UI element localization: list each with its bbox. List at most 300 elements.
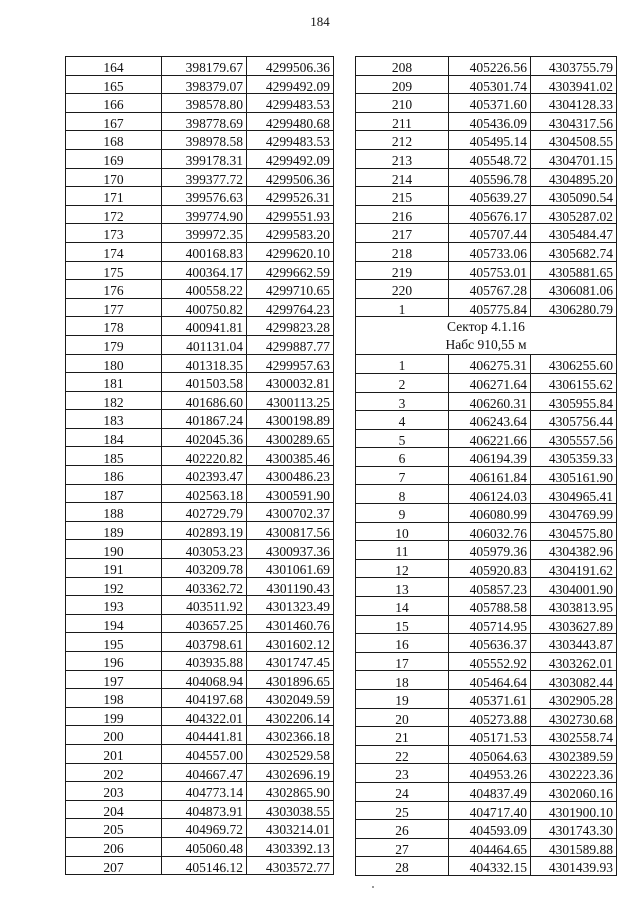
point-number-cell: 174	[66, 242, 162, 261]
y-coordinate-cell: 4302060.16	[531, 782, 617, 801]
y-coordinate-cell: 4305682.74	[531, 242, 617, 261]
y-coordinate-cell: 4302558.74	[531, 727, 617, 746]
x-coordinate-cell: 406221.66	[449, 429, 531, 448]
point-number-cell: 183	[66, 410, 162, 429]
point-number-cell: 167	[66, 112, 162, 131]
x-coordinate-cell: 405857.23	[449, 578, 531, 597]
y-coordinate-cell: 4300486.23	[247, 466, 334, 485]
x-coordinate-cell: 402045.36	[162, 428, 247, 447]
x-coordinate-cell: 401131.04	[162, 335, 247, 354]
y-coordinate-cell: 4303572.77	[247, 856, 334, 875]
x-coordinate-cell: 401686.60	[162, 391, 247, 410]
point-number-cell: 177	[66, 298, 162, 317]
table-row	[356, 187, 617, 206]
scan-speck	[372, 886, 374, 888]
y-coordinate-cell: 4303038.55	[247, 800, 334, 819]
y-coordinate-cell: 4306155.62	[531, 373, 617, 392]
table-row	[356, 392, 617, 411]
y-coordinate-cell: 4299710.65	[247, 280, 334, 299]
y-coordinate-cell: 4302730.68	[531, 708, 617, 727]
x-coordinate-cell: 405064.63	[449, 745, 531, 764]
point-number-cell: 12	[356, 559, 449, 578]
y-coordinate-cell: 4301061.69	[247, 559, 334, 578]
y-coordinate-cell: 4299551.93	[247, 205, 334, 224]
table-row	[66, 428, 334, 447]
sector-header	[356, 317, 617, 355]
table-row	[356, 504, 617, 523]
point-number-cell: 10	[356, 522, 449, 541]
x-coordinate-cell: 399178.31	[162, 149, 247, 168]
point-number-cell: 181	[66, 373, 162, 392]
x-coordinate-cell: 399774.90	[162, 205, 247, 224]
table-row	[356, 857, 617, 876]
y-coordinate-cell: 4306081.06	[531, 280, 617, 299]
point-number-cell: 168	[66, 131, 162, 150]
y-coordinate-cell: 4302389.59	[531, 745, 617, 764]
table-row	[356, 485, 617, 504]
table-row	[66, 373, 334, 392]
y-coordinate-cell: 4299506.36	[247, 57, 334, 76]
point-number-cell: 18	[356, 671, 449, 690]
table-row	[66, 633, 334, 652]
table-row	[356, 559, 617, 578]
y-coordinate-cell: 4305161.90	[531, 466, 617, 485]
table-row	[356, 838, 617, 857]
table-row	[356, 522, 617, 541]
x-coordinate-cell: 404464.65	[449, 838, 531, 857]
coordinates-table-right	[355, 56, 617, 876]
table-row	[66, 614, 334, 633]
x-coordinate-cell: 406124.03	[449, 485, 531, 504]
point-number-cell: 176	[66, 280, 162, 299]
table-row	[356, 131, 617, 150]
table-row	[356, 355, 617, 374]
y-coordinate-cell: 4301460.76	[247, 614, 334, 633]
y-coordinate-cell: 4305090.54	[531, 187, 617, 206]
point-number-cell: 208	[356, 57, 449, 76]
page-number: 184	[310, 14, 330, 29]
table-row	[356, 411, 617, 430]
table-row	[66, 819, 334, 838]
x-coordinate-cell: 402220.82	[162, 447, 247, 466]
table-row	[356, 615, 617, 634]
point-number-cell: 207	[66, 856, 162, 875]
point-number-cell: 166	[66, 94, 162, 113]
x-coordinate-cell: 405767.28	[449, 280, 531, 299]
table-row	[356, 112, 617, 131]
point-number-cell: 1	[356, 298, 449, 317]
y-coordinate-cell: 4302696.19	[247, 763, 334, 782]
table-row	[356, 801, 617, 820]
x-coordinate-cell: 406271.64	[449, 373, 531, 392]
x-coordinate-cell: 403362.72	[162, 577, 247, 596]
point-number-cell: 187	[66, 484, 162, 503]
x-coordinate-cell: 398978.58	[162, 131, 247, 150]
table-row	[356, 448, 617, 467]
y-coordinate-cell: 4301439.93	[531, 857, 617, 876]
point-number-cell: 16	[356, 634, 449, 653]
point-number-cell: 219	[356, 261, 449, 280]
x-coordinate-cell: 404953.26	[449, 764, 531, 783]
y-coordinate-cell: 4299583.20	[247, 224, 334, 243]
coordinates-table-left	[65, 56, 334, 875]
coordinates-table-right-top-body	[356, 57, 617, 317]
x-coordinate-cell: 404197.68	[162, 689, 247, 708]
x-coordinate-cell: 404969.72	[162, 819, 247, 838]
table-row	[66, 484, 334, 503]
table-row	[66, 354, 334, 373]
y-coordinate-cell: 4300702.37	[247, 503, 334, 522]
point-number-cell: 170	[66, 168, 162, 187]
y-coordinate-cell: 4303813.95	[531, 597, 617, 616]
point-number-cell: 216	[356, 205, 449, 224]
y-coordinate-cell: 4304895.20	[531, 168, 617, 187]
table-row	[356, 745, 617, 764]
y-coordinate-cell: 4304382.96	[531, 541, 617, 560]
y-coordinate-cell: 4306255.60	[531, 355, 617, 374]
table-row	[356, 782, 617, 801]
table-row	[356, 652, 617, 671]
y-coordinate-cell: 4299480.68	[247, 112, 334, 131]
y-coordinate-cell: 4303755.79	[531, 57, 617, 76]
y-coordinate-cell: 4300817.56	[247, 521, 334, 540]
table-row	[356, 597, 617, 616]
point-number-cell: 205	[66, 819, 162, 838]
point-number-cell: 180	[66, 354, 162, 373]
y-coordinate-cell: 4305484.47	[531, 224, 617, 243]
y-coordinate-cell: 4299506.36	[247, 168, 334, 187]
y-coordinate-cell: 4301190.43	[247, 577, 334, 596]
table-row	[66, 521, 334, 540]
x-coordinate-cell: 405714.95	[449, 615, 531, 634]
sector-subtitle: Набс 910,55 м	[445, 337, 527, 353]
point-number-cell: 190	[66, 540, 162, 559]
y-coordinate-cell: 4299492.09	[247, 75, 334, 94]
x-coordinate-cell: 405636.37	[449, 634, 531, 653]
table-row	[66, 149, 334, 168]
point-number-cell: 19	[356, 690, 449, 709]
point-number-cell: 213	[356, 149, 449, 168]
x-coordinate-cell: 406032.76	[449, 522, 531, 541]
table-row	[66, 763, 334, 782]
x-coordinate-cell: 402729.79	[162, 503, 247, 522]
y-coordinate-cell: 4305359.33	[531, 448, 617, 467]
table-row	[356, 634, 617, 653]
y-coordinate-cell: 4303262.01	[531, 652, 617, 671]
y-coordinate-cell: 4304575.80	[531, 522, 617, 541]
y-coordinate-cell: 4302049.59	[247, 689, 334, 708]
y-coordinate-cell: 4302529.58	[247, 744, 334, 763]
y-coordinate-cell: 4301589.88	[531, 838, 617, 857]
table-row	[66, 75, 334, 94]
table-row	[66, 466, 334, 485]
table-row	[66, 335, 334, 354]
table-row	[66, 800, 334, 819]
y-coordinate-cell: 4304769.99	[531, 504, 617, 523]
point-number-cell: 209	[356, 75, 449, 94]
table-row	[356, 75, 617, 94]
point-number-cell: 17	[356, 652, 449, 671]
point-number-cell: 175	[66, 261, 162, 280]
x-coordinate-cell: 405979.36	[449, 541, 531, 560]
point-number-cell: 197	[66, 670, 162, 689]
x-coordinate-cell: 404332.15	[449, 857, 531, 876]
x-coordinate-cell: 405676.17	[449, 205, 531, 224]
y-coordinate-cell: 4302206.14	[247, 707, 334, 726]
table-row	[66, 856, 334, 875]
x-coordinate-cell: 403935.88	[162, 652, 247, 671]
point-number-cell: 5	[356, 429, 449, 448]
x-coordinate-cell: 405226.56	[449, 57, 531, 76]
x-coordinate-cell: 405775.84	[449, 298, 531, 317]
point-number-cell: 179	[66, 335, 162, 354]
point-number-cell: 204	[66, 800, 162, 819]
point-number-cell: 193	[66, 596, 162, 615]
y-coordinate-cell: 4299957.63	[247, 354, 334, 373]
x-coordinate-cell: 404837.49	[449, 782, 531, 801]
point-number-cell: 186	[66, 466, 162, 485]
point-number-cell: 24	[356, 782, 449, 801]
point-number-cell: 217	[356, 224, 449, 243]
x-coordinate-cell: 399377.72	[162, 168, 247, 187]
x-coordinate-cell: 406275.31	[449, 355, 531, 374]
y-coordinate-cell: 4299620.10	[247, 242, 334, 261]
table-row	[356, 690, 617, 709]
x-coordinate-cell: 404773.14	[162, 782, 247, 801]
point-number-cell: 1	[356, 355, 449, 374]
y-coordinate-cell: 4301747.45	[247, 652, 334, 671]
point-number-cell: 13	[356, 578, 449, 597]
y-coordinate-cell: 4304701.15	[531, 149, 617, 168]
point-number-cell: 172	[66, 205, 162, 224]
table-row	[356, 149, 617, 168]
point-number-cell: 14	[356, 597, 449, 616]
point-number-cell: 171	[66, 187, 162, 206]
y-coordinate-cell: 4302905.28	[531, 690, 617, 709]
point-number-cell: 165	[66, 75, 162, 94]
point-number-cell: 8	[356, 485, 449, 504]
x-coordinate-cell: 401867.24	[162, 410, 247, 429]
x-coordinate-cell: 402893.19	[162, 521, 247, 540]
x-coordinate-cell: 405495.14	[449, 131, 531, 150]
table-row	[66, 391, 334, 410]
x-coordinate-cell: 401318.35	[162, 354, 247, 373]
x-coordinate-cell: 403209.78	[162, 559, 247, 578]
table-row	[66, 187, 334, 206]
table-row	[66, 168, 334, 187]
point-number-cell: 15	[356, 615, 449, 634]
table-row	[66, 447, 334, 466]
table-row	[356, 94, 617, 113]
coordinates-table-left-body	[66, 57, 334, 875]
x-coordinate-cell: 405733.06	[449, 242, 531, 261]
y-coordinate-cell: 4303941.02	[531, 75, 617, 94]
coordinates-table-right-bottom-body	[356, 355, 617, 876]
point-number-cell: 200	[66, 726, 162, 745]
x-coordinate-cell: 400558.22	[162, 280, 247, 299]
x-coordinate-cell: 404322.01	[162, 707, 247, 726]
point-number-cell: 198	[66, 689, 162, 708]
point-number-cell: 184	[66, 428, 162, 447]
table-row	[66, 577, 334, 596]
point-number-cell: 164	[66, 57, 162, 76]
point-number-cell: 28	[356, 857, 449, 876]
point-number-cell: 188	[66, 503, 162, 522]
x-coordinate-cell: 405596.78	[449, 168, 531, 187]
y-coordinate-cell: 4304128.33	[531, 94, 617, 113]
table-row	[66, 782, 334, 801]
y-coordinate-cell: 4305955.84	[531, 392, 617, 411]
table-row	[66, 726, 334, 745]
x-coordinate-cell: 403053.23	[162, 540, 247, 559]
point-number-cell: 6	[356, 448, 449, 467]
y-coordinate-cell: 4304001.90	[531, 578, 617, 597]
point-number-cell: 210	[356, 94, 449, 113]
x-coordinate-cell: 403657.25	[162, 614, 247, 633]
x-coordinate-cell: 405920.83	[449, 559, 531, 578]
x-coordinate-cell: 398379.07	[162, 75, 247, 94]
y-coordinate-cell: 4299492.09	[247, 149, 334, 168]
y-coordinate-cell: 4302223.36	[531, 764, 617, 783]
table-row	[66, 670, 334, 689]
point-number-cell: 26	[356, 820, 449, 839]
y-coordinate-cell: 4302865.90	[247, 782, 334, 801]
x-coordinate-cell: 403798.61	[162, 633, 247, 652]
x-coordinate-cell: 404068.94	[162, 670, 247, 689]
point-number-cell: 194	[66, 614, 162, 633]
y-coordinate-cell: 4302366.18	[247, 726, 334, 745]
point-number-cell: 4	[356, 411, 449, 430]
point-number-cell: 178	[66, 317, 162, 336]
x-coordinate-cell: 405060.48	[162, 837, 247, 856]
y-coordinate-cell: 4303443.87	[531, 634, 617, 653]
x-coordinate-cell: 403511.92	[162, 596, 247, 615]
y-coordinate-cell: 4303627.89	[531, 615, 617, 634]
table-row	[66, 57, 334, 76]
y-coordinate-cell: 4300937.36	[247, 540, 334, 559]
point-number-cell: 25	[356, 801, 449, 820]
point-number-cell: 220	[356, 280, 449, 299]
table-row	[356, 541, 617, 560]
table-row	[356, 708, 617, 727]
y-coordinate-cell: 4300113.25	[247, 391, 334, 410]
x-coordinate-cell: 405371.61	[449, 690, 531, 709]
x-coordinate-cell: 406194.39	[449, 448, 531, 467]
y-coordinate-cell: 4300591.90	[247, 484, 334, 503]
table-row	[66, 559, 334, 578]
x-coordinate-cell: 400364.17	[162, 261, 247, 280]
y-coordinate-cell: 4305557.56	[531, 429, 617, 448]
table-row	[66, 540, 334, 559]
table-row	[356, 671, 617, 690]
point-number-cell: 20	[356, 708, 449, 727]
y-coordinate-cell: 4300289.65	[247, 428, 334, 447]
point-number-cell: 192	[66, 577, 162, 596]
table-row	[66, 596, 334, 615]
x-coordinate-cell: 400750.82	[162, 298, 247, 317]
sector-title: Сектор 4.1.16	[447, 319, 525, 335]
point-number-cell: 202	[66, 763, 162, 782]
x-coordinate-cell: 406080.99	[449, 504, 531, 523]
x-coordinate-cell: 405707.44	[449, 224, 531, 243]
y-coordinate-cell: 4299887.77	[247, 335, 334, 354]
y-coordinate-cell: 4299483.53	[247, 94, 334, 113]
y-coordinate-cell: 4301323.49	[247, 596, 334, 615]
table-row	[356, 429, 617, 448]
table-row	[66, 224, 334, 243]
y-coordinate-cell: 4306280.79	[531, 298, 617, 317]
table-row	[66, 707, 334, 726]
point-number-cell: 21	[356, 727, 449, 746]
y-coordinate-cell: 4301743.30	[531, 820, 617, 839]
point-number-cell: 214	[356, 168, 449, 187]
point-number-cell: 22	[356, 745, 449, 764]
point-number-cell: 27	[356, 838, 449, 857]
table-row	[356, 578, 617, 597]
x-coordinate-cell: 400168.83	[162, 242, 247, 261]
y-coordinate-cell: 4299483.53	[247, 131, 334, 150]
y-coordinate-cell: 4301602.12	[247, 633, 334, 652]
point-number-cell: 196	[66, 652, 162, 671]
table-row	[356, 168, 617, 187]
y-coordinate-cell: 4305881.65	[531, 261, 617, 280]
table-row	[66, 410, 334, 429]
y-coordinate-cell: 4300032.81	[247, 373, 334, 392]
table-row	[356, 373, 617, 392]
table-row	[356, 242, 617, 261]
y-coordinate-cell: 4299764.23	[247, 298, 334, 317]
table-row	[356, 57, 617, 76]
y-coordinate-cell: 4303214.01	[247, 819, 334, 838]
point-number-cell: 215	[356, 187, 449, 206]
point-number-cell: 173	[66, 224, 162, 243]
point-number-cell: 185	[66, 447, 162, 466]
point-number-cell: 9	[356, 504, 449, 523]
table-row	[356, 261, 617, 280]
point-number-cell: 11	[356, 541, 449, 560]
table-row	[66, 837, 334, 856]
y-coordinate-cell: 4301900.10	[531, 801, 617, 820]
y-coordinate-cell: 4301896.65	[247, 670, 334, 689]
x-coordinate-cell: 405273.88	[449, 708, 531, 727]
point-number-cell: 195	[66, 633, 162, 652]
x-coordinate-cell: 404717.40	[449, 801, 531, 820]
table-row	[356, 466, 617, 485]
table-row	[356, 820, 617, 839]
point-number-cell: 206	[66, 837, 162, 856]
x-coordinate-cell: 406260.31	[449, 392, 531, 411]
table-row	[356, 764, 617, 783]
x-coordinate-cell: 405548.72	[449, 149, 531, 168]
table-row	[356, 298, 617, 317]
table-row	[66, 261, 334, 280]
sector-header-cell	[356, 317, 617, 355]
table-row	[66, 689, 334, 708]
y-coordinate-cell: 4304317.56	[531, 112, 617, 131]
point-number-cell: 2	[356, 373, 449, 392]
x-coordinate-cell: 404593.09	[449, 820, 531, 839]
y-coordinate-cell: 4300198.89	[247, 410, 334, 429]
table-row	[66, 280, 334, 299]
point-number-cell: 182	[66, 391, 162, 410]
point-number-cell: 169	[66, 149, 162, 168]
point-number-cell: 199	[66, 707, 162, 726]
table-row	[356, 224, 617, 243]
y-coordinate-cell: 4300385.46	[247, 447, 334, 466]
table-row	[66, 317, 334, 336]
x-coordinate-cell: 400941.81	[162, 317, 247, 336]
table-row	[66, 94, 334, 113]
